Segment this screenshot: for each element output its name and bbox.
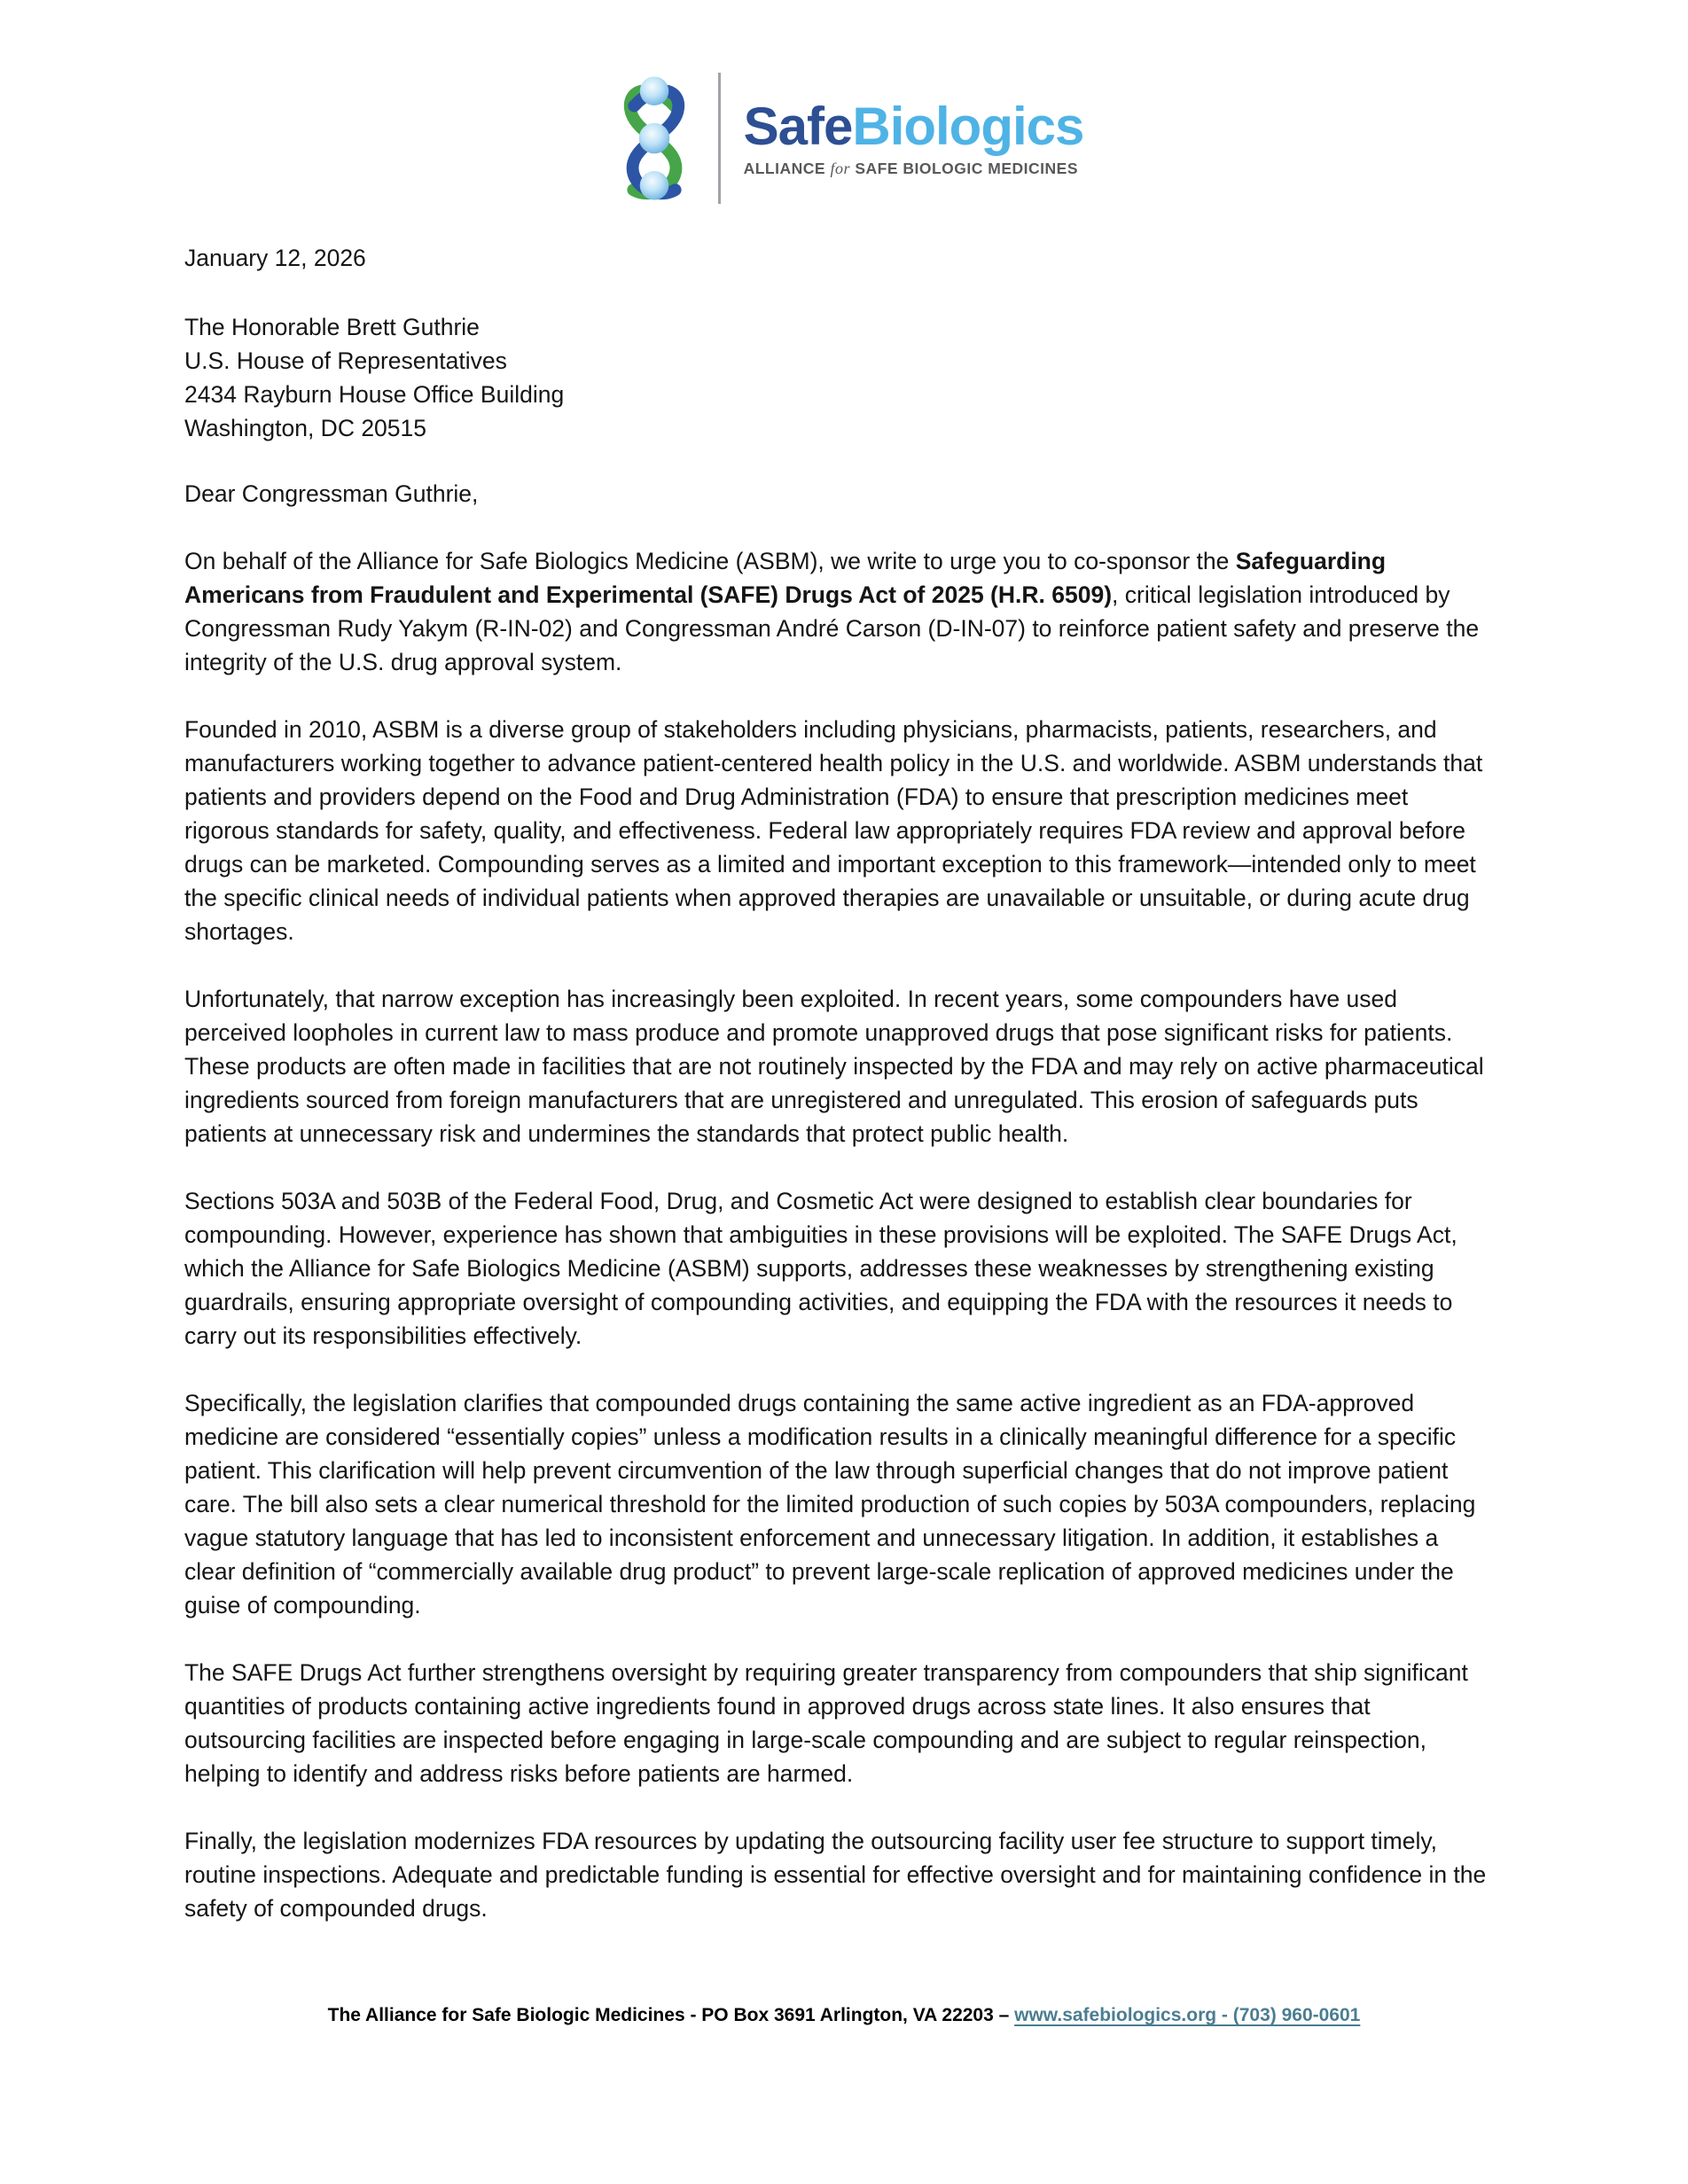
paragraph: Finally, the legislation modernizes FDA resources by updating the outsourcing facility user fee structure to support timely, routine inspections. Adequate and predictable funding is essential for effective oversight and for maintaining confidence in the safety of compounded drugs. [184, 1828, 1487, 1922]
paragraph: Founded in 2010, ASBM is a diverse group of stakeholders including physicians, pharmacists, patients, researchers, and manufacturers working together to advance patient-centered health policy in the U.S. and worldwide. ASBM understands that patients and providers depend on the Food and Drug Administration (FDA) to ensure that prescription medicines meet rigorous standards for safety, quality, and effectiveness. Federal law appropriately requires FDA review and approval before drugs can be marketed. Compounding serves as a limited and important exception to this framework—intended only to meet the specific clinical needs of individual patients when approved therapies are unavailable or unsuitable, or during acute drug shortages. [184, 716, 1483, 945]
logo-text [744, 98, 1084, 178]
dna-helix-figures-icon [605, 73, 704, 204]
recipient-address [184, 310, 1495, 445]
brand-name [744, 98, 1084, 154]
brand-tagline [744, 160, 1084, 178]
brand-name-safe: Safe [743, 97, 853, 156]
org-logo [605, 73, 1084, 204]
address-line: U.S. House of Representatives [184, 347, 507, 374]
paragraph: The SAFE Drugs Act further strengthens oversight by requiring greater transparency from compounders that ship significant quantities of products containing active ingredients found in approved drugs across state lines. It also ensures that outsourcing facilities are inspected before engaging in large-scale compounding and are subject to regular reinspection, helping to identify and address risks before patients are harmed. [184, 1659, 1468, 1787]
tagline-alliance: ALLIANCE [743, 160, 826, 177]
footer-link[interactable]: www.safebiologics.org - (703) 960-0601 [1014, 2005, 1361, 2025]
letterhead [0, 0, 1688, 204]
paragraph: Specifically, the legislation clarifies that compounded drugs containing the same active ingredient as an FDA-approved medicine are considered “essentially copies” unless a modification results in a clinically meaningful difference for a specific patient. This clarification will help prevent circumvention of the law through superficial changes that do not improve patient care. The bill also sets a clear numerical threshold for the limited production of such copies by 503A compounders, replacing vague statutory language that has led to inconsistent enforcement and unnecessary litigation. In addition, it establishes a clear definition of “commercially available drug product” to prevent large-scale replication of approved medicines under the guise of compounding. [184, 1390, 1476, 1618]
paragraph: Sections 503A and 503B of the Federal Food, Drug, and Cosmetic Act were designed to establish clear boundaries for compounding. However, experience has shown that ambiguities in these provisions will be exploited. The SAFE Drugs Act, which the Alliance for Safe Biologics Medicine (ASBM) supports, addresses these weaknesses by strengthening existing guardrails, ensuring appropriate oversight of compounding activities, and equipping the FDA with the resources it needs to carry out its responsibilities effectively. [184, 1188, 1457, 1349]
address-line: Washington, DC 20515 [184, 415, 427, 441]
paragraph: Unfortunately, that narrow exception has increasingly been exploited. In recent years, some compounders have used perceived loopholes in current law to mass produce and promote unapproved drugs that pose significant risks for patients. These products are often made in facilities that are not routinely inspected by the FDA and may rely on active pharmaceutical ingredients sourced from foreign manufacturers that are unregistered and unregulated. This erosion of safeguards puts patients at unnecessary risk and undermines the standards that protect public health. [184, 986, 1484, 1147]
page-footer [0, 2005, 1688, 2026]
paragraph: On behalf of the Alliance for Safe Biologics Medicine (ASBM), we write to urge you to co-sponsor the Safeguarding Americans from Fraudulent and Experimental (SAFE) Drugs Act of 2025 (H.R. 6509), critical legislation introduced by Congressman Rudy Yakym (R-IN-02) and Congressman André Carson (D-IN-07) to reinforce patient safety and preserve the integrity of the U.S. drug approval system. [184, 548, 1480, 675]
footer-text: The Alliance for Safe Biologic Medicines - PO Box 3691 Arlington, VA 22203 – [327, 2005, 1015, 2025]
letter-content [0, 204, 1688, 1925]
tagline-medicines: SAFE BIOLOGIC MEDICINES [855, 160, 1078, 177]
brand-name-biologics: Biologics [852, 97, 1084, 156]
logo-divider [718, 73, 721, 204]
address-line: 2434 Rayburn House Office Building [184, 381, 565, 408]
date-line: January 12, 2026 [184, 245, 366, 271]
salutation: Dear Congressman Guthrie, [184, 480, 479, 507]
address-line: The Honorable Brett Guthrie [184, 314, 480, 340]
letter-body [184, 544, 1495, 1925]
tagline-for: for [830, 160, 850, 177]
